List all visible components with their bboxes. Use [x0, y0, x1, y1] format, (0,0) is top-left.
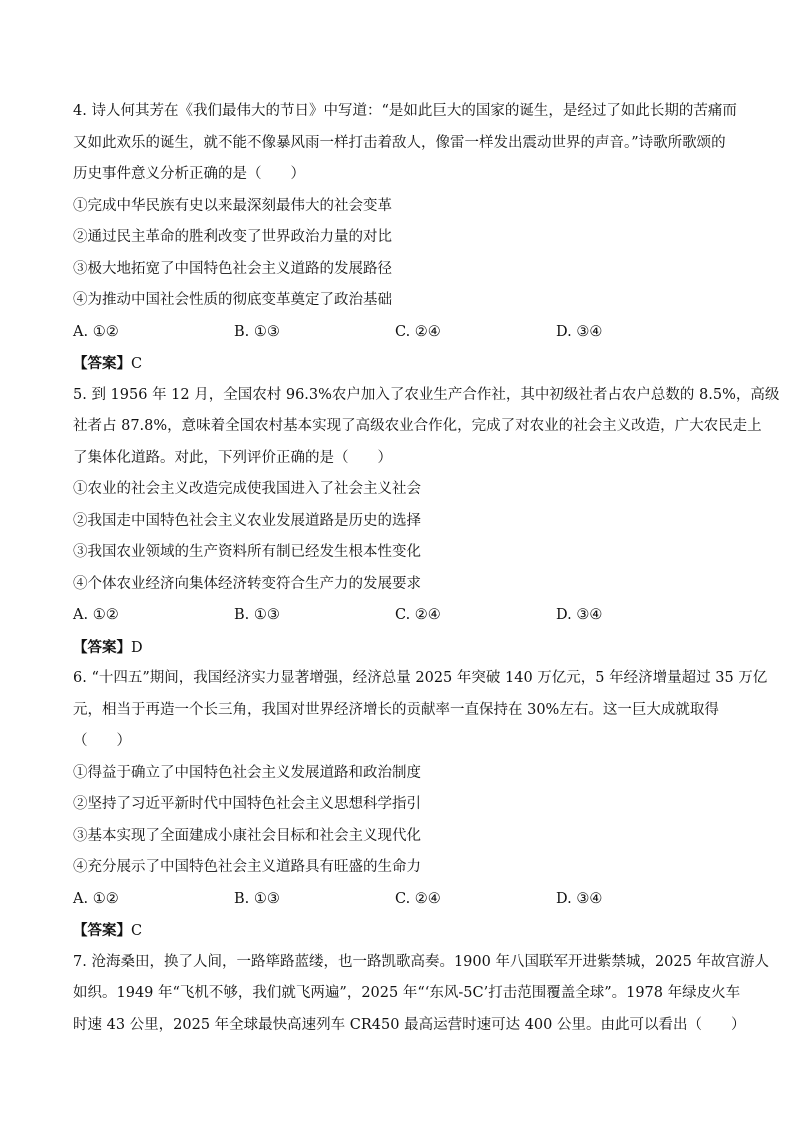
answer-line — [73, 632, 723, 664]
question-stem-line: 了集体化道路。对此，下列评价正确的是（ ） — [73, 449, 392, 466]
option-d: D. ③④ — [556, 607, 603, 623]
option-b: B. ①③ — [234, 607, 280, 623]
answer-value: D — [131, 639, 143, 656]
question-7 — [73, 947, 769, 1042]
question-stem-line: （ ） — [73, 733, 131, 749]
statement: ③基本实现了全面建成小康社会目标和社会主义现代化 — [73, 827, 421, 844]
statement: ③我国农业领域的生产资料所有制已经发生根本性变化 — [73, 544, 421, 560]
question-stem-line: 如织。1949 年“飞机不够，我们就飞两遍”，2025 年“‘东风-5C’打击范围覆盖全球”。1978 年绿皮火车 — [73, 985, 741, 1001]
question-stem-line: 又如此欢乐的诞生，就不能不像暴风雨一样打击着敌人，像雷一样发出震动世界的声音。”诗歌所歌颂的 — [73, 134, 726, 151]
answer-line — [73, 915, 723, 947]
question-stem-line: 5. 到 1956 年 12 月，全国农村 96.3%农户加入了农业生产合作社，其中初级社者占农户总数的 8.5%，高级 — [73, 386, 780, 403]
statement: ①完成中华民族有史以来最深刻最伟大的社会变革 — [73, 197, 392, 214]
option-d: D. ③④ — [556, 890, 603, 907]
question-stem-line: 4. 诗人何其芳在《我们最伟大的节日》中写道：“是如此巨大的国家的诞生，是经过了如此长期的苦痛而 — [73, 103, 737, 119]
question-stem-line: 社者占 87.8%，意味着全国农村基本实现了高级农业合作化，完成了对农业的社会主义改造，广大农民走上 — [73, 418, 762, 434]
options-row — [73, 884, 723, 916]
option-d: D. ③④ — [556, 323, 603, 340]
answer-tag: 【答案】 — [73, 355, 131, 372]
option-c: C. ②④ — [395, 890, 441, 907]
statement: ④为推动中国社会性质的彻底变革奠定了政治基础 — [73, 292, 392, 308]
statement: ①农业的社会主义改造完成使我国进入了社会主义社会 — [73, 481, 421, 497]
question-stem-line: 历史事件意义分析正确的是（ ） — [73, 166, 305, 182]
option-a: A. ①② — [73, 607, 119, 623]
statement: ③极大地拓宽了中国特色社会主义道路的发展路径 — [73, 260, 392, 277]
exam-page — [73, 96, 780, 1041]
option-c: C. ②④ — [395, 323, 441, 340]
option-c: C. ②④ — [395, 607, 441, 623]
option-a: A. ①② — [73, 323, 119, 340]
question-5 — [73, 380, 780, 664]
statement: ①得益于确立了中国特色社会主义发展道路和政治制度 — [73, 764, 421, 781]
question-4 — [73, 96, 737, 380]
options-row — [73, 317, 723, 349]
option-b: B. ①③ — [234, 323, 280, 340]
statement: ②我国走中国特色社会主义农业发展道路是历史的选择 — [73, 512, 421, 529]
answer-value: C — [131, 356, 143, 372]
answer-value: C — [131, 923, 143, 939]
question-stem-line: 元，相当于再造一个长三角，我国对世界经济增长的贡献率一直保持在 30%左右。这一巨大成就取得 — [73, 701, 719, 718]
option-b: B. ①③ — [234, 890, 280, 907]
question-stem-line: 时速 43 公里，2025 年全球最快高速列车 CR450 最高运营时速可达 400 公里。由此可以看出（ ） — [73, 1016, 746, 1033]
question-stem-line: 7. 沧海桑田，换了人间，一路筚路蓝缕，也一路凯歌高奏。1900 年八国联军开进紫禁城，2025 年故宫游人 — [73, 953, 769, 970]
statement: ②通过民主革命的胜利改变了世界政治力量的对比 — [73, 229, 392, 245]
question-6 — [73, 663, 768, 947]
statement: ④充分展示了中国特色社会主义道路具有旺盛的生命力 — [73, 859, 421, 875]
option-a: A. ①② — [73, 890, 119, 907]
statement: ②坚持了习近平新时代中国特色社会主义思想科学指引 — [73, 796, 421, 812]
answer-line — [73, 348, 723, 380]
answer-tag: 【答案】 — [73, 638, 131, 656]
question-stem-line: 6. “十四五”期间，我国经济实力显著增强，经济总量 2025 年突破 140 万亿元，5 年经济增量超过 35 万亿 — [73, 670, 768, 686]
statement: ④个体农业经济向集体经济转变符合生产力的发展要求 — [73, 575, 421, 592]
options-row — [73, 600, 723, 632]
answer-tag: 【答案】 — [73, 922, 131, 939]
